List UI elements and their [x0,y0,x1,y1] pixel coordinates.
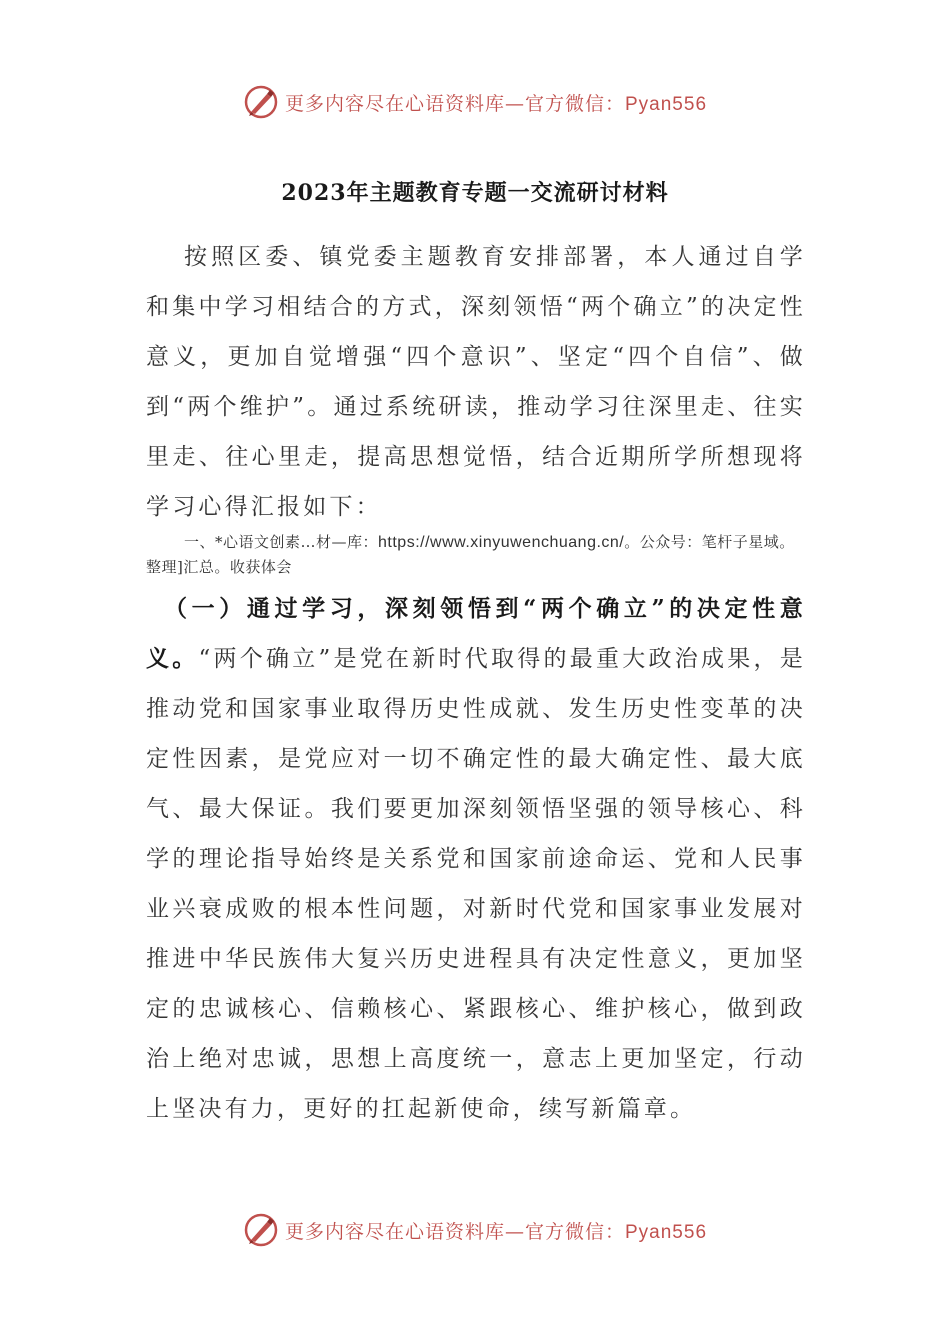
section-one-paragraph [146,584,806,1134]
note-url: https://www.xinyuwenchuang.cn/ [378,534,625,551]
section-one-body: “两个确立”是党在新时代取得的最重大政治成果，是推动党和国家事业取得历史性成就、发生历史性变革的决定性因素，是党应对一切不确定性的最大确定性、最大底气、最大保证。我们要更加深刻领悟坚强的领导核心、科学的理论指导始终是关系党和国家前途命运、党和人民事业兴衰成败的根本性问题，对新时代党和国家事业发展对推进中华民族伟大复兴历史进程具有决定性意义，更加坚定的忠诚核心、信赖核心、紧跟核心、维护核心，做到政治上绝对忠诚，思想上高度统一，意志上更加坚定，行动上坚决有力，更好的扛起新使命，续写新篇章。 [146,646,806,1122]
note-prefix: 一、*心语文创素…材—库： [184,533,379,551]
banner-wechat-label: 官方微信： [524,1220,625,1243]
banner-slogan: 更多内容尽在心语资料库 [284,1220,505,1243]
section-one-block [146,584,806,1134]
intro-paragraph: 按照区委、镇党委主题教育安排部署，本人通过自学和集中学习相结合的方式，深刻领悟“两个确立”的决定性意义，更加自觉增强“四个意识”、坚定“四个自信”、做到“两个维护”。通过系统研读，推动学习往深里走、往实里走、往心里走，提高思想觉悟，结合近期所学所想现将学习心得汇报如下： [146,244,806,520]
banner-wechat-id: Pyan556 [625,93,708,115]
banner-text [285,89,707,116]
banner-text [285,1217,707,1244]
note-suffix: 。公众号：笔杆子星域。整理]汇总。收获体会 [146,533,795,576]
pen-logo-icon [243,1212,279,1248]
section-one-heading: （一）通过学习，深刻领悟到“两个确立”的决定性意义。 [146,595,806,672]
banner-slogan: 更多内容尽在心语资料库 [284,92,505,115]
watermark-note [146,530,806,579]
banner-dash: — [504,1220,525,1243]
banner-dash: — [504,92,525,115]
pen-logo-icon [243,84,279,120]
footer-banner [0,1210,950,1250]
banner-wechat-id: Pyan556 [625,1221,708,1243]
header-banner [0,82,950,122]
banner-wechat-label: 官方微信： [524,92,625,115]
document-title: 2023年主题教育专题一交流研讨材料 [281,180,669,206]
intro-paragraph-block [146,232,806,532]
